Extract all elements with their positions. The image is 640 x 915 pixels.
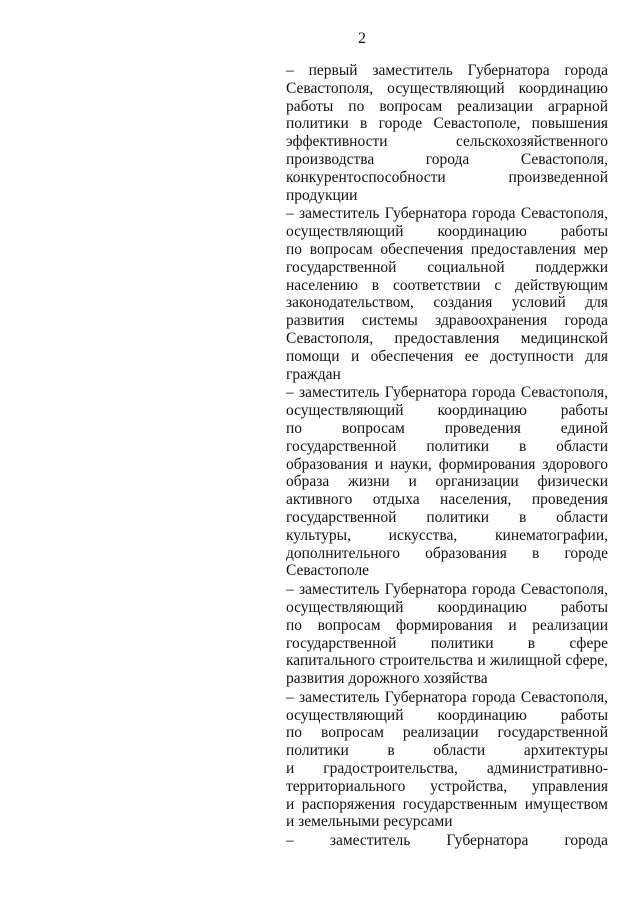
text-line: политики в городе Севастополе, повышения bbox=[286, 115, 608, 133]
text-line: законодательством, создания условий для bbox=[286, 294, 608, 312]
text-line: и градостроительства, административно- bbox=[286, 760, 608, 778]
text-line: государственной политики в области bbox=[286, 508, 608, 526]
text-line: – первый заместитель Губернатора города bbox=[286, 62, 608, 79]
text-column bbox=[286, 62, 608, 851]
list-item bbox=[286, 62, 608, 204]
list-item bbox=[286, 384, 608, 580]
text-line: и распоряжения государственным имуществом bbox=[286, 795, 608, 813]
text-line: осуществляющий координацию работы bbox=[286, 706, 608, 724]
text-line: осуществляющий координацию работы bbox=[286, 402, 608, 420]
text-line: активного отдыха населения, проведения bbox=[286, 491, 608, 509]
text-line: государственной политики в сфере bbox=[286, 634, 608, 652]
text-line: – заместитель Губернатора города Севастополя, bbox=[286, 384, 608, 402]
text-line: и земельными ресурсами bbox=[286, 813, 453, 831]
text-line: работы по вопросам реализации аграрной bbox=[286, 97, 608, 115]
text-line: помощи и обеспечения ее доступности для bbox=[286, 347, 608, 365]
text-line: по вопросам формирования и реализации bbox=[286, 616, 608, 634]
text-line: по вопросам проведения единой bbox=[286, 419, 608, 437]
text-line: политики в области архитектуры bbox=[286, 742, 608, 760]
list-item bbox=[286, 581, 608, 688]
text-line: граждан bbox=[286, 365, 341, 383]
text-line: государственной социальной поддержки bbox=[286, 258, 608, 276]
text-line: образования и науки, формирования здорового bbox=[286, 455, 608, 473]
text-line: продукции bbox=[286, 186, 358, 204]
text-line: – заместитель Губернатора города bbox=[286, 832, 608, 850]
text-line: – заместитель Губернатора города Севастополя, bbox=[286, 688, 608, 706]
text-line: осуществляющий координацию работы bbox=[286, 223, 608, 241]
text-line: образа жизни и организации физически bbox=[286, 473, 608, 491]
text-line: развития системы здравоохранения города bbox=[286, 312, 608, 330]
text-line: территориального устройства, управления bbox=[286, 777, 608, 795]
text-line: капитального строительства и жилищной сфере, bbox=[286, 652, 608, 670]
text-line: – заместитель Губернатора города Севастополя, bbox=[286, 205, 608, 223]
text-line: государственной политики в области bbox=[286, 437, 608, 455]
text-line: – заместитель Губернатора города Севастополя, bbox=[286, 581, 608, 599]
text-line: Севастополе bbox=[286, 562, 370, 580]
text-line: по вопросам обеспечения предоставления мер bbox=[286, 240, 608, 258]
page-number: 2 bbox=[358, 30, 366, 47]
text-line: производства города Севастополя, bbox=[286, 150, 608, 168]
text-line: культуры, искусства, кинематографии, bbox=[286, 526, 608, 544]
text-line: конкурентоспособности произведенной bbox=[286, 168, 608, 186]
text-line: дополнительного образования в городе bbox=[286, 544, 608, 562]
list-item bbox=[286, 689, 608, 831]
text-line: населению в соответствии с действующим bbox=[286, 276, 608, 294]
list-item bbox=[286, 832, 608, 850]
text-line: эффективности сельскохозяйственного bbox=[286, 133, 608, 151]
text-line: развития дорожного хозяйства bbox=[286, 670, 488, 688]
text-line: Севастополя, предоставления медицинской bbox=[286, 329, 608, 347]
text-line: по вопросам реализации государственной bbox=[286, 724, 608, 742]
list-item bbox=[286, 205, 608, 383]
text-line: Севастополя, осуществляющий координацию bbox=[286, 79, 608, 97]
text-line: осуществляющий координацию работы bbox=[286, 598, 608, 616]
